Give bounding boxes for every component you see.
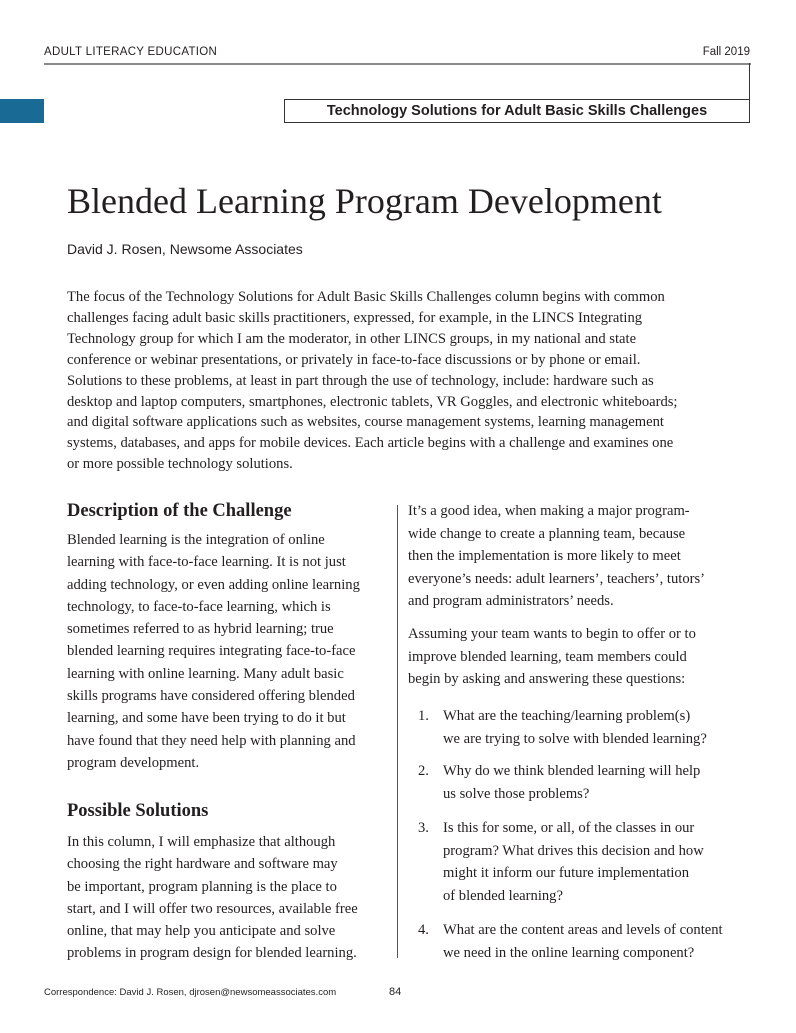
text-line: wide change to create a planning team, because (408, 525, 686, 542)
text-line: systems, databases, and apps for mobile devices. Each article begins with a challenge and examines one (67, 435, 674, 452)
column-divider (397, 505, 398, 958)
journal-name: ADULT LITERACY EDUCATION (44, 46, 218, 58)
right-paragraph-2 (408, 623, 696, 691)
column-title: Technology Solutions for Adult Basic Skills Challenges (284, 99, 750, 123)
text-line: of blended learning? (443, 887, 563, 904)
text-line: have found that they need help with planning and (67, 732, 356, 749)
solutions-heading-wrap (67, 800, 208, 822)
text-line: everyone’s needs: adult learners’, teachers’, tutors’ (408, 570, 706, 587)
text-line: us solve those problems? (443, 785, 590, 802)
text-line: conference or webinar presentations, or privately in face-to-face discussions or by phone or email. (67, 351, 641, 368)
text-line: Is this for some, or all, of the classes in our (443, 820, 695, 836)
text-line: What are the content areas and levels of content (443, 922, 723, 938)
text-line: online, that may help you anticipate and solve (67, 923, 336, 940)
solutions-paragraph (67, 831, 358, 965)
article-title: Blended Learning Program Development (67, 181, 662, 221)
text-line: desktop and laptop computers, smartphones, electronic tablets, VR Goggles, and electronic whiteboards; (67, 393, 678, 410)
text-line: problems in program design for blended learning. (67, 945, 357, 962)
text-line: learning with online learning. Many adult basic (67, 665, 344, 682)
text-line: Solutions to these problems, at least in part through the use of technology, include: hardware such as (67, 372, 654, 389)
text-line: might it inform our future implementation (443, 865, 690, 881)
question-number: 3. (418, 820, 429, 836)
text-line: and program administrators’ needs. (408, 593, 614, 609)
question-number: 1. (418, 708, 429, 724)
challenge-paragraph (67, 529, 360, 774)
header-vertical-rule (749, 63, 750, 100)
header-rule (44, 63, 751, 65)
question-text (443, 817, 704, 907)
intro-paragraph (67, 287, 678, 475)
text-line: It’s a good idea, when making a major program- (408, 503, 690, 519)
question-number: 4. (418, 922, 429, 938)
text-line: technology, to face-to-face learning, which is (67, 598, 331, 615)
text-line: challenges facing adult basic skills practitioners, expressed, for example, in the LINCS Integrating (67, 309, 643, 326)
text-line: The focus of the Technology Solutions for Adult Basic Skills Challenges column begins with common (67, 289, 665, 305)
question-text (443, 705, 707, 750)
text-line: we are trying to solve with blended learning? (443, 730, 707, 747)
text-line: program? What drives this decision and how (443, 842, 704, 859)
challenge-heading: Description of the Challenge (67, 501, 292, 521)
text-line: begin by asking and answering these questions: (408, 671, 686, 687)
text-line: choosing the right hardware and software may (67, 856, 338, 873)
correspondence: Correspondence: David J. Rosen, djrosen@newsomeassociates.com (44, 987, 337, 998)
text-line: be important, program planning is the place to (67, 878, 337, 895)
text-line: What are the teaching/learning problem(s) (443, 708, 691, 724)
text-line: or more possible technology solutions. (67, 456, 293, 473)
text-line: Why do we think blended learning will help (443, 763, 701, 779)
text-line: we need in the online learning component? (443, 944, 695, 961)
text-line: blended learning requires integrating face-to-face (67, 643, 356, 660)
page-number: 84 (389, 986, 402, 998)
text-line: Blended learning is the integration of online (67, 532, 325, 548)
text-line: In this column, I will emphasize that although (67, 834, 336, 850)
solutions-heading: Possible Solutions (67, 801, 209, 821)
text-line: sometimes referred to as hybrid learning; true (67, 621, 334, 638)
text-line: adding technology, or even adding online learning (67, 576, 360, 593)
text-line: then the implementation is more likely to meet (408, 548, 681, 564)
left-column (67, 500, 292, 522)
text-line: skills programs have considered offering blended (67, 688, 355, 705)
text-line: improve blended learning, team members could (408, 648, 687, 665)
text-line: learning, and some have been trying to do it but (67, 710, 346, 727)
question-text (443, 760, 700, 805)
text-line: and digital software applications such as websites, course management systems, learning management (67, 414, 664, 431)
author-line: David J. Rosen, Newsome Associates (67, 241, 303, 257)
text-line: Assuming your team wants to begin to offer or to (408, 626, 696, 642)
text-line: Technology group for which I am the moderator, in other LINCS groups, in my national and state (67, 330, 637, 347)
text-line: program development. (67, 754, 200, 771)
accent-block (0, 99, 44, 123)
text-line: learning with face-to-face learning. It is not just (67, 554, 346, 571)
issue-date: Fall 2019 (702, 46, 750, 58)
question-number: 2. (418, 763, 429, 779)
text-line: start, and I will offer two resources, available free (67, 900, 358, 917)
question-text (443, 919, 723, 964)
right-paragraph-1 (408, 500, 705, 613)
